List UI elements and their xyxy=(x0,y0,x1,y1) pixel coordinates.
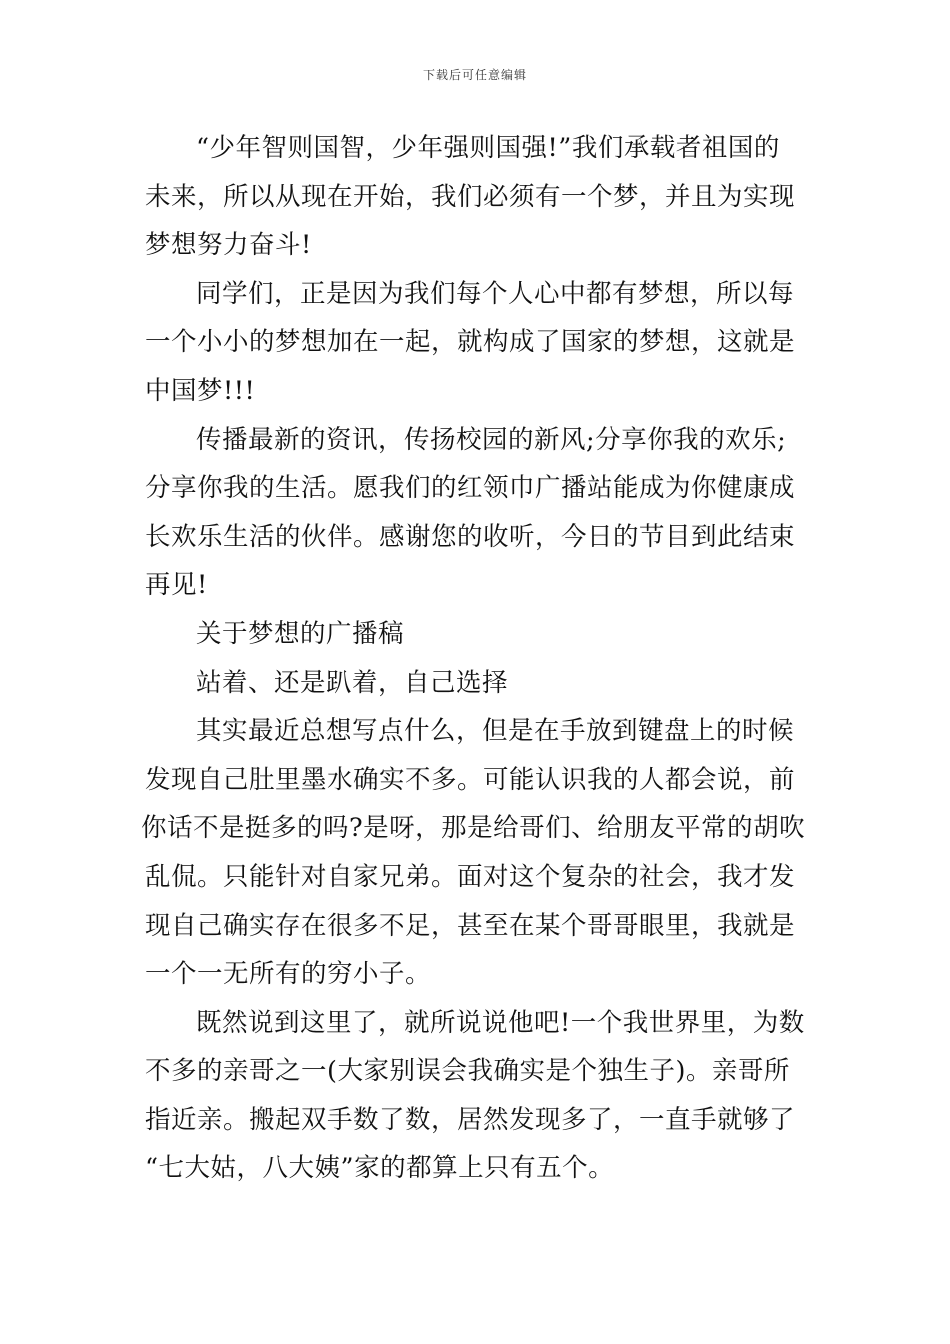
text-line: 一个一无所有的穷小子。 xyxy=(145,959,432,990)
text-line: 传播最新的资讯，传扬校园的新风;分享你我的欢乐; xyxy=(196,424,787,455)
text-line: 分享你我的生活。愿我们的红领巾广播站能成为你健康成 xyxy=(145,473,796,504)
text-line: 既然说到这里了，就所说说他吧!一个我世界里，为数 xyxy=(196,1007,805,1038)
document-body xyxy=(141,124,810,1193)
text-line: 一个小小的梦想加在一起，就构成了国家的梦想，这就是 xyxy=(145,327,796,358)
section-title: 关于梦想的广播稿 xyxy=(196,618,405,649)
text-line: 长欢乐生活的伙伴。感谢您的收听，今日的节目到此结束 xyxy=(145,521,796,552)
text-line: 中国梦!!! xyxy=(145,375,256,406)
text-line: 现自己确实存在很多不足，甚至在某个哥哥眼里，我就是 xyxy=(145,910,796,941)
section-subtitle: 站着、还是趴着，自己选择 xyxy=(196,667,509,698)
text-line: “七大姑，八大姨”家的都算上只有五个。 xyxy=(145,1153,615,1184)
text-line: 乱侃。只能针对自家兄弟。面对这个复杂的社会，我才发 xyxy=(145,861,796,892)
text-line: 再见! xyxy=(145,570,208,601)
text-line: 未来，所以从现在开始，我们必须有一个梦，并且为实现 xyxy=(145,181,796,212)
text-line: 其实最近总想写点什么，但是在手放到键盘上的时候 xyxy=(196,716,795,747)
text-line: 不多的亲哥之一(大家别误会我确实是个独生子)。亲哥所 xyxy=(145,1056,790,1087)
page-header-note: 下载后可任意编辑 xyxy=(422,68,527,82)
text-line: “少年智则国智，少年强则国强!”我们承载者祖国的 xyxy=(196,133,780,163)
text-line: 梦想努力奋斗! xyxy=(145,230,312,261)
text-line: 你话不是挺多的吗?是呀，那是给哥们、给朋友平常的胡吹 xyxy=(141,813,806,844)
text-line: 同学们，正是因为我们每个人心中都有梦想，所以每 xyxy=(196,278,795,309)
text-line: 发现自己肚里墨水确实不多。可能认识我的人都会说，前 xyxy=(145,764,796,795)
text-line: 指近亲。搬起双手数了数，居然发现多了，一直手就够了 xyxy=(145,1104,796,1135)
